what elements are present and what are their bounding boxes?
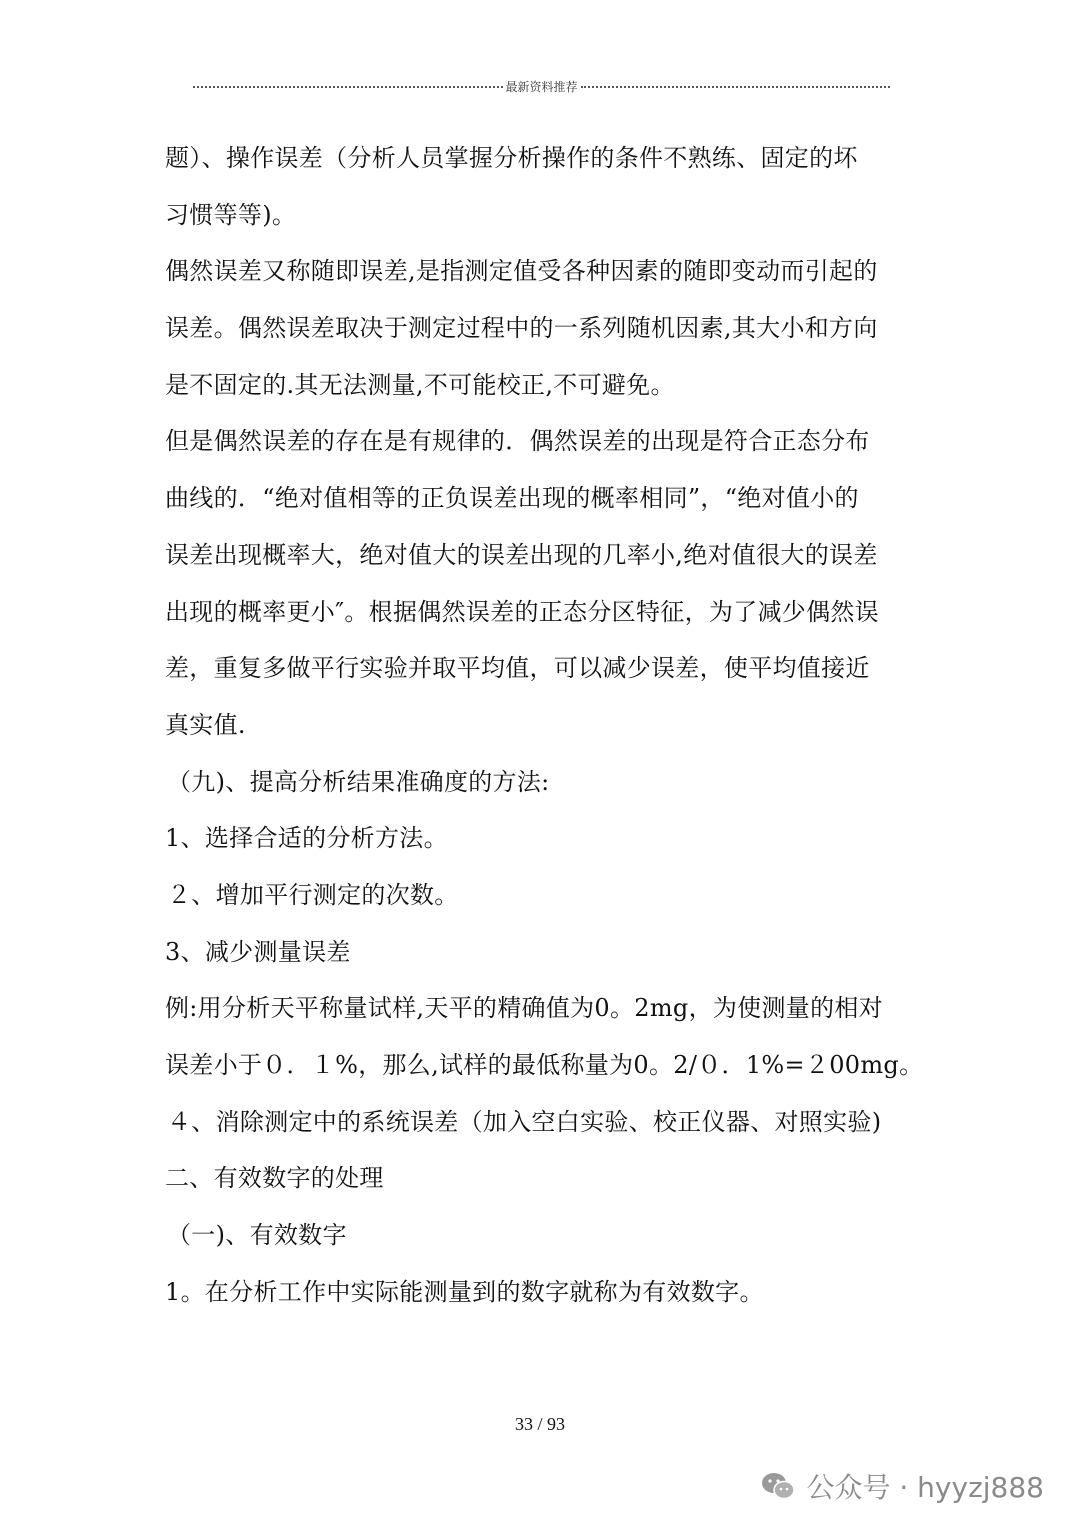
- page-number: 33 / 93: [514, 1414, 565, 1434]
- text-line: 曲线的．“绝对值相等的正负误差出现的概率相同”，“绝对值小的: [165, 484, 859, 513]
- text-line: 1。在分析工作中实际能测量到的数字就称为有效数字。: [165, 1277, 764, 1306]
- text-line: 习惯等等)。: [165, 200, 297, 229]
- text-line: 误差小于０．１%，那么,试样的最低称量为0。2/０．1%=２00mg。: [165, 1051, 924, 1079]
- text-line: 真实值.: [165, 710, 246, 739]
- text-line: 出现的概率更小″。根据偶然误差的正态分区特征，为了减少偶然误: [165, 597, 879, 626]
- text-line: 但是偶然误差的存在是有规律的．偶然误差的出现是符合正态分布: [165, 427, 870, 456]
- text-line: 例:用分析天平称量试样,天平的精确值为0。2mg，为使测量的相对: [165, 994, 883, 1023]
- list-item: 3、减少测量误差: [165, 937, 351, 966]
- watermark: [760, 1466, 1044, 1506]
- list-item: 1、选择合适的分析方法。: [165, 824, 448, 853]
- section-heading: （一)、有效数字: [167, 1221, 347, 1250]
- header-dots-left: [193, 86, 503, 88]
- text-line: 误差。偶然误差取决于测定过程中的一系列随机因素,其大小和方向: [165, 314, 878, 343]
- text-line: 差，重复多做平行实验并取平均值，可以减少误差，使平均值接近: [165, 654, 870, 683]
- text-line: 是不固定的.其无法测量,不可能校正,不可避免。: [165, 370, 675, 399]
- page-header: [193, 76, 890, 96]
- list-item: ２、增加平行测定的次数。: [167, 880, 459, 909]
- text-line: 误差出现概率大，绝对值大的误差出现的几率小,绝对值很大的误差: [165, 540, 878, 569]
- wechat-icon: [760, 1471, 796, 1501]
- section-heading: 二、有效数字的处理: [165, 1164, 384, 1193]
- section-heading: （九)、提高分析结果准确度的方法:: [167, 767, 550, 796]
- text-line: 偶然误差又称随即误差,是指测定值受各种因素的随即变动而引起的: [165, 257, 878, 286]
- text-line: 题）、操作误差（分析人员掌握分析操作的条件不熟练、固定的坏: [165, 144, 858, 172]
- header-dots-right: [581, 86, 891, 88]
- document-body: [165, 130, 925, 1320]
- list-item: ４、消除测定中的系统误差（加入空白实验、校正仪器、对照实验): [167, 1107, 882, 1136]
- watermark-text: 公众号 · hyyzj888: [806, 1471, 1044, 1504]
- header-title: 最新资料推荐: [505, 79, 578, 94]
